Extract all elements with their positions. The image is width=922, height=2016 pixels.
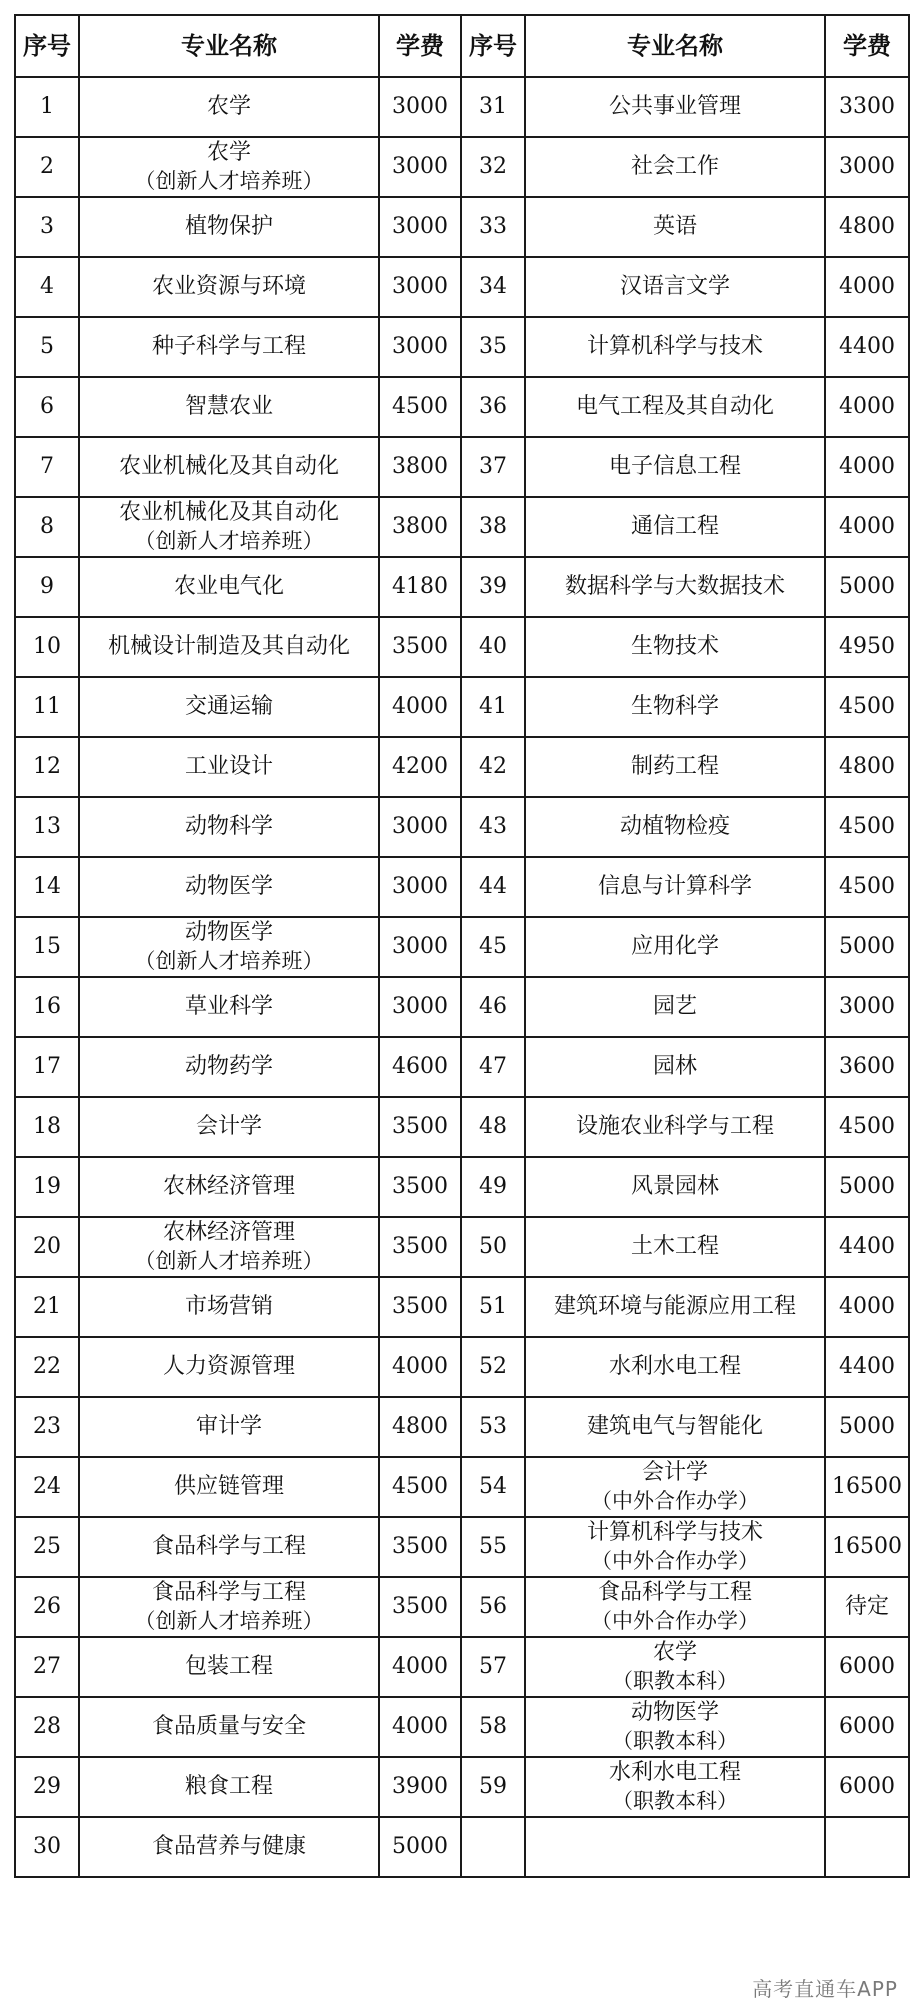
row-number-right: 40 — [461, 617, 525, 677]
row-number-left: 23 — [15, 1397, 79, 1457]
tuition-fee-left: 3500 — [379, 617, 461, 677]
table-row — [15, 257, 909, 317]
major-name-right — [525, 977, 825, 1037]
tuition-fee-left: 4180 — [379, 557, 461, 617]
major-name-text: 通信工程 — [630, 514, 719, 539]
major-name-text: 农学 — [206, 94, 251, 119]
tuition-fee-left: 3500 — [379, 1157, 461, 1217]
table-body — [15, 77, 909, 1877]
major-name-text: 草业科学 — [184, 994, 273, 1019]
row-number-left: 4 — [15, 257, 79, 317]
table-row — [15, 497, 909, 557]
major-name-left — [79, 1037, 379, 1097]
row-number-left: 28 — [15, 1697, 79, 1757]
major-name-text: 动物医学 — [184, 920, 273, 945]
major-name-text: 计算机科学与技术 — [586, 1520, 763, 1545]
major-name-left — [79, 1277, 379, 1337]
major-name-left — [79, 1457, 379, 1517]
major-name-right — [525, 377, 825, 437]
tuition-fee-table — [14, 14, 910, 1878]
row-number-right: 36 — [461, 377, 525, 437]
row-number-right: 53 — [461, 1397, 525, 1457]
header-no-left: 序号 — [15, 15, 79, 77]
major-name-left — [79, 1757, 379, 1817]
major-name-text: 制药工程 — [630, 754, 719, 779]
major-name-left — [79, 737, 379, 797]
row-number-left: 13 — [15, 797, 79, 857]
major-name-left — [79, 917, 379, 977]
major-name-left — [79, 977, 379, 1037]
major-name-right — [525, 1697, 825, 1757]
tuition-fee-left: 3500 — [379, 1277, 461, 1337]
major-name-right — [525, 737, 825, 797]
major-name-text: 智慧农业 — [184, 394, 273, 419]
major-name-text: 食品科学与工程 — [597, 1580, 752, 1605]
tuition-fee-left: 4000 — [379, 1337, 461, 1397]
major-name-text: 社会工作 — [630, 154, 719, 179]
major-name-left — [79, 377, 379, 437]
major-name-left — [79, 1817, 379, 1877]
major-name-right — [525, 1817, 825, 1877]
tuition-fee-right: 4500 — [825, 857, 909, 917]
tuition-fee-left: 3000 — [379, 977, 461, 1037]
major-name-text: 土木工程 — [630, 1234, 719, 1259]
row-number-left: 9 — [15, 557, 79, 617]
row-number-right — [461, 1817, 525, 1877]
major-name-text: 农学 — [652, 1640, 697, 1665]
major-name-text: 汉语言文学 — [619, 274, 730, 299]
major-name-text: 农学 — [206, 140, 251, 165]
row-number-left: 24 — [15, 1457, 79, 1517]
major-name-left — [79, 677, 379, 737]
major-name-text: 数据科学与大数据技术 — [564, 574, 785, 599]
major-name-right — [525, 1397, 825, 1457]
major-name-text: 种子科学与工程 — [151, 334, 306, 359]
major-name-text: 植物保护 — [184, 214, 273, 239]
major-name-right — [525, 1457, 825, 1517]
major-name-text: 电气工程及其自动化 — [575, 394, 774, 419]
major-name-text: 审计学 — [195, 1414, 262, 1439]
major-name-right — [525, 797, 825, 857]
major-name-right — [525, 497, 825, 557]
tuition-fee-left: 3900 — [379, 1757, 461, 1817]
tuition-fee-left: 4000 — [379, 1637, 461, 1697]
major-name-right — [525, 917, 825, 977]
table-row — [15, 677, 909, 737]
major-name-right — [525, 677, 825, 737]
table-row — [15, 1337, 909, 1397]
major-name-text: 食品营养与健康 — [151, 1834, 306, 1859]
header-no-right: 序号 — [461, 15, 525, 77]
major-name-right — [525, 317, 825, 377]
tuition-fee-right: 4400 — [825, 1337, 909, 1397]
major-name-text: 会计学 — [641, 1460, 708, 1485]
major-name-left — [79, 1337, 379, 1397]
major-name-text: 人力资源管理 — [162, 1354, 295, 1379]
row-number-right: 52 — [461, 1337, 525, 1397]
row-number-right: 46 — [461, 977, 525, 1037]
tuition-fee-left: 3500 — [379, 1577, 461, 1637]
major-name-left — [79, 257, 379, 317]
tuition-fee-right: 6000 — [825, 1637, 909, 1697]
table-row — [15, 1637, 909, 1697]
major-name-note: （创新人才培养班） — [134, 169, 324, 193]
major-name-text: 交通运输 — [184, 694, 273, 719]
major-name-note: （中外合作办学） — [591, 1609, 759, 1633]
header-name-left: 专业名称 — [79, 15, 379, 77]
table-row — [15, 1577, 909, 1637]
table-row — [15, 557, 909, 617]
tuition-fee-right: 5000 — [825, 1157, 909, 1217]
row-number-left: 25 — [15, 1517, 79, 1577]
table-row — [15, 1037, 909, 1097]
major-name-left — [79, 497, 379, 557]
table-row — [15, 917, 909, 977]
major-name-text: 食品质量与安全 — [151, 1714, 306, 1739]
row-number-left: 29 — [15, 1757, 79, 1817]
major-name-note: （中外合作办学） — [591, 1489, 759, 1513]
major-name-text: 建筑电气与智能化 — [586, 1414, 763, 1439]
row-number-right: 47 — [461, 1037, 525, 1097]
row-number-left: 12 — [15, 737, 79, 797]
major-name-left — [79, 1517, 379, 1577]
row-number-right: 55 — [461, 1517, 525, 1577]
major-name-text: 粮食工程 — [184, 1774, 273, 1799]
major-name-left — [79, 77, 379, 137]
row-number-right: 43 — [461, 797, 525, 857]
major-name-left — [79, 557, 379, 617]
tuition-fee-left: 5000 — [379, 1817, 461, 1877]
tuition-fee-left: 3500 — [379, 1217, 461, 1277]
table-row — [15, 437, 909, 497]
tuition-fee-left: 4200 — [379, 737, 461, 797]
row-number-right: 57 — [461, 1637, 525, 1697]
major-name-right — [525, 1637, 825, 1697]
row-number-left: 5 — [15, 317, 79, 377]
major-name-text: 会计学 — [195, 1114, 262, 1139]
tuition-fee-right: 3000 — [825, 977, 909, 1037]
major-name-right — [525, 557, 825, 617]
tuition-fee-right: 4000 — [825, 497, 909, 557]
major-name-right — [525, 77, 825, 137]
row-number-left: 14 — [15, 857, 79, 917]
header-row — [15, 15, 909, 77]
major-name-left — [79, 1577, 379, 1637]
major-name-text: 食品科学与工程 — [151, 1534, 306, 1559]
major-name-text: 农林经济管理 — [162, 1174, 295, 1199]
row-number-left: 8 — [15, 497, 79, 557]
major-name-left — [79, 1157, 379, 1217]
tuition-fee-right: 16500 — [825, 1457, 909, 1517]
table-row — [15, 1817, 909, 1877]
major-name-left — [79, 857, 379, 917]
major-name-left — [79, 317, 379, 377]
major-name-left — [79, 197, 379, 257]
major-name-right — [525, 437, 825, 497]
major-name-text: 农业电气化 — [173, 574, 284, 599]
major-name-right — [525, 197, 825, 257]
major-name-text: 农业机械化及其自动化 — [118, 500, 339, 525]
row-number-right: 34 — [461, 257, 525, 317]
table-row — [15, 137, 909, 197]
table-row — [15, 317, 909, 377]
table-row — [15, 797, 909, 857]
row-number-right: 51 — [461, 1277, 525, 1337]
tuition-fee-left: 4500 — [379, 377, 461, 437]
major-name-note: （职教本科） — [612, 1729, 738, 1753]
major-name-right — [525, 1517, 825, 1577]
row-number-left: 10 — [15, 617, 79, 677]
table-row — [15, 1217, 909, 1277]
row-number-right: 35 — [461, 317, 525, 377]
row-number-right: 37 — [461, 437, 525, 497]
tuition-fee-right: 4950 — [825, 617, 909, 677]
tuition-fee-left: 3500 — [379, 1097, 461, 1157]
major-name-right — [525, 1157, 825, 1217]
row-number-left: 3 — [15, 197, 79, 257]
table-row — [15, 737, 909, 797]
row-number-left: 21 — [15, 1277, 79, 1337]
tuition-fee-right — [825, 1817, 909, 1877]
major-name-right — [525, 257, 825, 317]
major-name-text: 园林 — [652, 1054, 697, 1079]
tuition-fee-left: 4500 — [379, 1457, 461, 1517]
row-number-left: 30 — [15, 1817, 79, 1877]
major-name-left — [79, 617, 379, 677]
row-number-left: 17 — [15, 1037, 79, 1097]
major-name-right — [525, 1037, 825, 1097]
row-number-left: 27 — [15, 1637, 79, 1697]
tuition-fee-left: 3000 — [379, 197, 461, 257]
row-number-right: 59 — [461, 1757, 525, 1817]
row-number-right: 32 — [461, 137, 525, 197]
major-name-left — [79, 1637, 379, 1697]
major-name-text: 建筑环境与能源应用工程 — [553, 1294, 796, 1319]
table-row — [15, 1757, 909, 1817]
table-row — [15, 1697, 909, 1757]
header-fee-right: 学费 — [825, 15, 909, 77]
major-name-text: 信息与计算科学 — [597, 874, 752, 899]
row-number-right: 42 — [461, 737, 525, 797]
tuition-fee-right: 4500 — [825, 797, 909, 857]
major-name-left — [79, 797, 379, 857]
major-name-text: 动植物检疫 — [619, 814, 730, 839]
major-name-text: 农业资源与环境 — [151, 274, 306, 299]
major-name-text: 机械设计制造及其自动化 — [107, 634, 350, 659]
tuition-fee-right: 5000 — [825, 917, 909, 977]
table-row — [15, 617, 909, 677]
row-number-right: 58 — [461, 1697, 525, 1757]
major-name-left — [79, 1217, 379, 1277]
tuition-fee-right: 4500 — [825, 1097, 909, 1157]
tuition-fee-left: 3000 — [379, 857, 461, 917]
row-number-left: 20 — [15, 1217, 79, 1277]
major-name-text: 应用化学 — [630, 934, 719, 959]
tuition-fee-left: 3000 — [379, 137, 461, 197]
tuition-fee-right: 3000 — [825, 137, 909, 197]
tuition-fee-right: 4800 — [825, 197, 909, 257]
tuition-fee-right: 4000 — [825, 257, 909, 317]
major-name-text: 计算机科学与技术 — [586, 334, 763, 359]
major-name-note: （创新人才培养班） — [134, 1609, 324, 1633]
major-name-text: 食品科学与工程 — [151, 1580, 306, 1605]
major-name-text: 公共事业管理 — [608, 94, 741, 119]
row-number-right: 54 — [461, 1457, 525, 1517]
major-name-left — [79, 1097, 379, 1157]
row-number-right: 48 — [461, 1097, 525, 1157]
fee-table-container — [14, 14, 910, 1878]
tuition-fee-right: 4500 — [825, 677, 909, 737]
row-number-left: 18 — [15, 1097, 79, 1157]
header-name-right: 专业名称 — [525, 15, 825, 77]
table-row — [15, 1097, 909, 1157]
major-name-right — [525, 1337, 825, 1397]
row-number-right: 39 — [461, 557, 525, 617]
tuition-fee-right: 4000 — [825, 437, 909, 497]
tuition-fee-right: 4000 — [825, 1277, 909, 1337]
major-name-text: 水利水电工程 — [608, 1760, 741, 1785]
major-name-note: （职教本科） — [612, 1789, 738, 1813]
major-name-text: 园艺 — [652, 994, 697, 1019]
major-name-left — [79, 1397, 379, 1457]
major-name-text: 工业设计 — [184, 754, 273, 779]
watermark: 高考直通车APP — [752, 1977, 898, 2001]
major-name-left — [79, 437, 379, 497]
major-name-note: （创新人才培养班） — [134, 1249, 324, 1273]
tuition-fee-left: 3800 — [379, 437, 461, 497]
row-number-right: 33 — [461, 197, 525, 257]
major-name-text: 市场营销 — [184, 1294, 273, 1319]
row-number-right: 56 — [461, 1577, 525, 1637]
tuition-fee-left: 3000 — [379, 797, 461, 857]
tuition-fee-left: 3000 — [379, 917, 461, 977]
major-name-right — [525, 1217, 825, 1277]
tuition-fee-left: 4000 — [379, 677, 461, 737]
table-row — [15, 77, 909, 137]
row-number-right: 49 — [461, 1157, 525, 1217]
row-number-right: 41 — [461, 677, 525, 737]
row-number-left: 2 — [15, 137, 79, 197]
tuition-fee-right: 3600 — [825, 1037, 909, 1097]
major-name-text: 生物技术 — [630, 634, 719, 659]
major-name-right — [525, 1097, 825, 1157]
tuition-fee-right: 16500 — [825, 1517, 909, 1577]
table-row — [15, 1277, 909, 1337]
major-name-right — [525, 857, 825, 917]
major-name-text: 电子信息工程 — [608, 454, 741, 479]
row-number-left: 15 — [15, 917, 79, 977]
tuition-fee-left: 4000 — [379, 1697, 461, 1757]
tuition-fee-right: 4400 — [825, 1217, 909, 1277]
major-name-right — [525, 137, 825, 197]
major-name-text: 动物医学 — [184, 874, 273, 899]
row-number-left: 1 — [15, 77, 79, 137]
major-name-text: 动物医学 — [630, 1700, 719, 1725]
row-number-right: 31 — [461, 77, 525, 137]
major-name-note: （职教本科） — [612, 1669, 738, 1693]
major-name-note: （创新人才培养班） — [134, 949, 324, 973]
table-row — [15, 1457, 909, 1517]
tuition-fee-left: 3000 — [379, 77, 461, 137]
row-number-left: 11 — [15, 677, 79, 737]
header-fee-left: 学费 — [379, 15, 461, 77]
tuition-fee-left: 4800 — [379, 1397, 461, 1457]
tuition-fee-right: 4800 — [825, 737, 909, 797]
major-name-text: 农业机械化及其自动化 — [118, 454, 339, 479]
tuition-fee-left: 3800 — [379, 497, 461, 557]
table-row — [15, 1397, 909, 1457]
tuition-fee-right: 5000 — [825, 557, 909, 617]
row-number-left: 6 — [15, 377, 79, 437]
major-name-left — [79, 137, 379, 197]
table-row — [15, 1517, 909, 1577]
row-number-right: 44 — [461, 857, 525, 917]
major-name-note: （中外合作办学） — [591, 1549, 759, 1573]
tuition-fee-left: 3000 — [379, 257, 461, 317]
tuition-fee-left: 4600 — [379, 1037, 461, 1097]
table-row — [15, 1157, 909, 1217]
row-number-right: 38 — [461, 497, 525, 557]
tuition-fee-right: 3300 — [825, 77, 909, 137]
major-name-text: 风景园林 — [630, 1174, 719, 1199]
major-name-text: 供应链管理 — [173, 1474, 284, 1499]
major-name-right — [525, 1277, 825, 1337]
tuition-fee-right: 5000 — [825, 1397, 909, 1457]
major-name-text: 英语 — [652, 214, 697, 239]
table-row — [15, 377, 909, 437]
row-number-right: 45 — [461, 917, 525, 977]
major-name-text: 包装工程 — [184, 1654, 273, 1679]
row-number-left: 22 — [15, 1337, 79, 1397]
row-number-left: 26 — [15, 1577, 79, 1637]
major-name-text: 生物科学 — [630, 694, 719, 719]
major-name-text: 设施农业科学与工程 — [575, 1114, 774, 1139]
row-number-left: 19 — [15, 1157, 79, 1217]
row-number-left: 16 — [15, 977, 79, 1037]
table-row — [15, 977, 909, 1037]
table-row — [15, 857, 909, 917]
major-name-text: 农林经济管理 — [162, 1220, 295, 1245]
major-name-note: （创新人才培养班） — [134, 529, 324, 553]
row-number-right: 50 — [461, 1217, 525, 1277]
tuition-fee-right: 4400 — [825, 317, 909, 377]
row-number-left: 7 — [15, 437, 79, 497]
major-name-right — [525, 1577, 825, 1637]
tuition-fee-left: 3500 — [379, 1517, 461, 1577]
tuition-fee-right: 4000 — [825, 377, 909, 437]
tuition-fee-right: 待定 — [825, 1577, 909, 1637]
major-name-left — [79, 1697, 379, 1757]
major-name-right — [525, 617, 825, 677]
table-row — [15, 197, 909, 257]
major-name-text: 水利水电工程 — [608, 1354, 741, 1379]
major-name-text: 动物科学 — [184, 814, 273, 839]
major-name-text: 动物药学 — [184, 1054, 273, 1079]
tuition-fee-right: 6000 — [825, 1697, 909, 1757]
tuition-fee-right: 6000 — [825, 1757, 909, 1817]
major-name-right — [525, 1757, 825, 1817]
tuition-fee-left: 3000 — [379, 317, 461, 377]
